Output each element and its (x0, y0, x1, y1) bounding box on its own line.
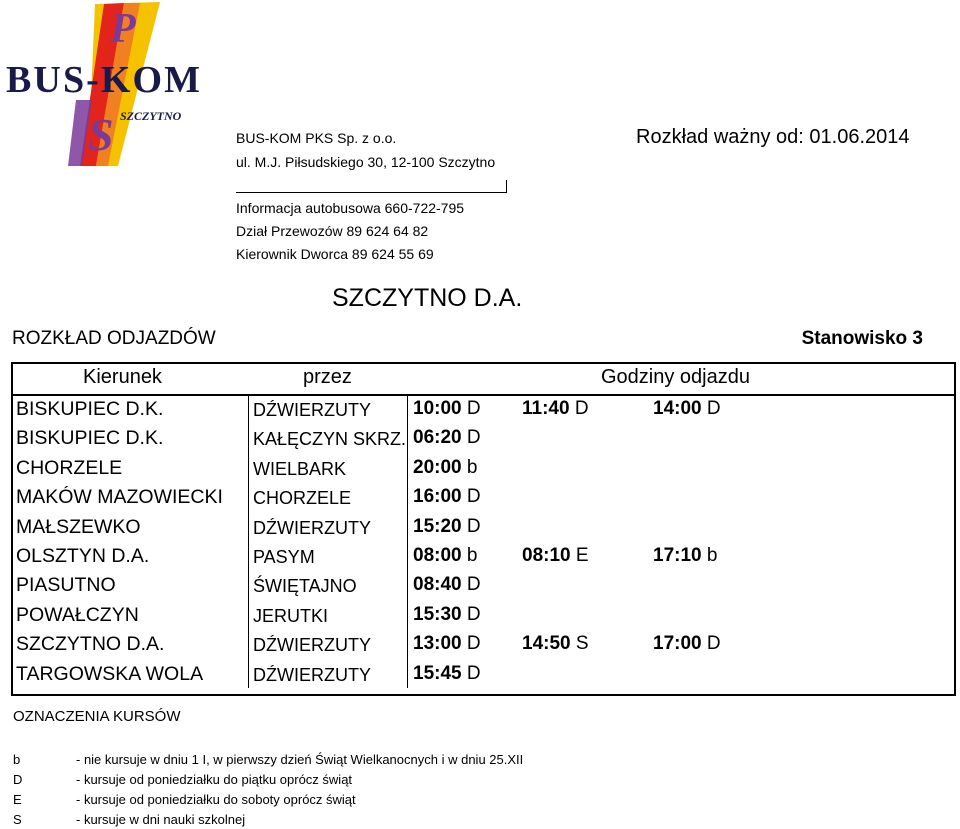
departure-time (413, 398, 481, 420)
station-manager-phone: Kierownik Dworca 89 624 55 69 (236, 246, 434, 262)
legend-code: b (13, 752, 21, 767)
table-row (13, 512, 954, 541)
row-via: CHORZELE (253, 488, 352, 509)
row-direction: OLSZTYN D.A. (16, 545, 150, 567)
row-via: DŹWIERZUTY (253, 517, 371, 538)
logo-wordmark: BUS-KOM (6, 59, 200, 101)
time-code: D (466, 603, 481, 625)
row-via: JERUTKI (253, 605, 329, 626)
table-row (13, 629, 954, 658)
time-code: D (466, 427, 481, 449)
table-row (13, 482, 954, 511)
stand-number: Stanowisko 3 (801, 328, 923, 349)
time-code: E (575, 545, 589, 566)
schedule-heading: ROZKŁAD ODJAZDÓW (12, 328, 216, 349)
departure-time (522, 398, 589, 420)
departure-time (522, 545, 589, 567)
time-code: D (706, 398, 721, 419)
time-code: S (575, 633, 589, 655)
departure-time (653, 545, 717, 567)
table-row (13, 394, 954, 423)
time-code: D (466, 662, 481, 684)
departure-time (413, 574, 481, 596)
time-code: D (574, 398, 589, 419)
separator-line (236, 178, 506, 193)
row-via-cell (248, 659, 408, 688)
departure-time (522, 633, 589, 655)
logo-letter-s: S (88, 109, 114, 160)
row-via-cell (248, 600, 408, 629)
time-value: 17:00 (653, 633, 702, 655)
table-row (13, 423, 954, 452)
departure-time (413, 604, 481, 626)
departure-time (653, 398, 721, 420)
row-via: DŹWIERZUTY (253, 664, 371, 685)
time-value: 14:00 (653, 398, 702, 419)
departure-table (11, 362, 956, 696)
company-address: ul. M.J. Piłsudskiego 30, 12-100 Szczytno (236, 154, 496, 170)
time-value: 08:10 (522, 545, 571, 566)
time-value: 14:50 (522, 633, 571, 655)
row-via: PASYM (253, 547, 315, 567)
row-direction: CHORZELE (16, 456, 123, 479)
time-code: b (706, 545, 718, 566)
time-code: D (466, 486, 481, 508)
time-code: D (466, 515, 481, 537)
time-value: 11:40 (522, 398, 570, 419)
legend-code: S (13, 812, 22, 827)
time-value: 15:20 (413, 515, 462, 537)
valid-from: Rozkład ważny od: 01.06.2014 (636, 126, 910, 148)
departure-time (413, 457, 477, 479)
logo-letter-p: P (110, 6, 136, 52)
bus-kom-logo (0, 0, 210, 168)
departure-time (413, 663, 481, 685)
company-name: BUS-KOM PKS Sp. z o.o. (236, 130, 397, 146)
legend-desc: - kursuje od poniedziałku do piątku oprócz świąt (76, 772, 353, 787)
table-row (13, 570, 954, 599)
row-via: WIELBARK (253, 458, 347, 479)
legend-code: D (13, 772, 23, 787)
logo-small-text: SZCZYTNO (120, 109, 182, 123)
row-via-cell (248, 394, 408, 423)
header-direction: Kierunek (83, 366, 162, 388)
row-direction: POWAŁCZYN (16, 603, 139, 626)
row-via: KAŁĘCZYN SKRZ. (253, 429, 407, 450)
transport-dept-phone: Dział Przewozów 89 624 64 82 (236, 223, 429, 239)
station-name: SZCZYTNO D.A. (332, 284, 523, 312)
row-via: ŚWIĘTAJNO (253, 576, 357, 597)
row-via-cell (248, 423, 408, 452)
row-via-cell (248, 570, 408, 599)
time-value: 16:00 (413, 486, 462, 508)
row-via-cell (248, 453, 408, 482)
time-code: D (706, 633, 721, 655)
time-value: 06:20 (413, 427, 462, 449)
table-row (13, 600, 954, 629)
row-via: DŹWIERZUTY (253, 635, 371, 656)
time-value: 08:40 (413, 574, 462, 596)
row-direction: BISKUPIEC D.K. (16, 427, 164, 450)
row-direction: SZCZYTNO D.A. (16, 633, 165, 656)
table-row (13, 659, 954, 688)
time-code: D (466, 398, 481, 419)
info-phone: Informacja autobusowa 660-722-795 (236, 200, 465, 216)
departure-time (413, 545, 477, 567)
row-via-cell (248, 541, 408, 570)
departure-time (413, 516, 481, 538)
header-via: przez (303, 366, 352, 388)
time-value: 20:00 (413, 456, 462, 478)
time-value: 13:00 (413, 633, 462, 655)
legend-desc: - kursuje od poniedziałku do soboty oprócz świąt (76, 792, 356, 807)
departure-time (413, 486, 481, 508)
time-value: 15:30 (413, 603, 462, 625)
row-direction: MAKÓW MAZOWIECKI (16, 486, 223, 509)
time-code: D (466, 574, 481, 596)
row-via-cell (248, 482, 408, 511)
time-value: 17:10 (653, 545, 702, 566)
row-direction: MAŁSZEWKO (16, 515, 141, 538)
departure-time (413, 427, 481, 449)
row-via-cell (248, 629, 408, 658)
legend-title: OZNACZENIA KURSÓW (13, 708, 181, 725)
table-header (13, 364, 954, 396)
row-via-cell (248, 512, 408, 541)
time-value: 10:00 (413, 398, 462, 419)
row-direction: TARGOWSKA WOLA (16, 662, 204, 685)
departure-time (653, 633, 721, 655)
row-direction: BISKUPIEC D.K. (16, 398, 164, 420)
table-row (13, 453, 954, 482)
time-code: D (466, 633, 481, 655)
legend-desc: - kursuje w dni nauki szkolnej (76, 812, 246, 827)
time-value: 08:00 (413, 545, 462, 566)
time-value: 15:45 (413, 662, 462, 684)
row-via: DŹWIERZUTY (253, 400, 371, 420)
time-code: b (466, 545, 478, 566)
row-direction: PIASUTNO (16, 574, 116, 597)
legend-desc: - nie kursuje w dniu 1 I, w pierwszy dzień Świąt Wielkanocnych i w dniu 25.XII (76, 752, 524, 767)
legend-code: E (13, 792, 22, 807)
departure-time (413, 633, 481, 655)
table-row (13, 541, 954, 570)
time-code: b (466, 456, 478, 478)
separator-end (506, 180, 507, 193)
header-times: Godziny odjazdu (601, 366, 750, 388)
